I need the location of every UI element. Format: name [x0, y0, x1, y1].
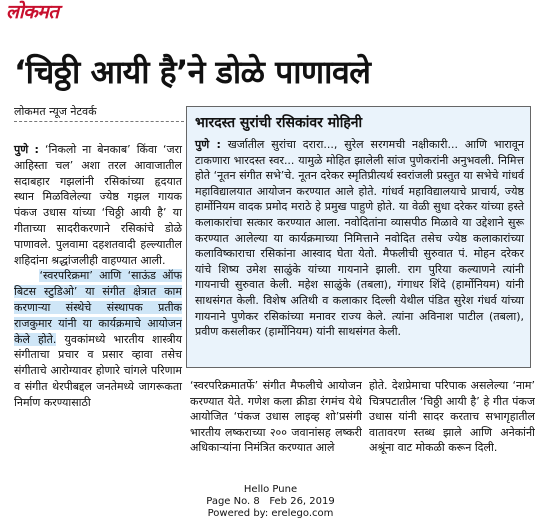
byline: लोकमत न्यूज नेटवर्क	[14, 105, 97, 118]
publication-date: Feb 26, 2019	[269, 496, 335, 507]
sidebar-story-text: खर्जातील सुरांचा दरारा..., सुरेल सरगमची नक्षीकारी... आणि भारावून टाकणारा भारदस्त स्वर... यामुळे मोहित झालेली सांज पुणेकरांनी अनुभवली. निमित्त होते ‘नूतन संगीत सभे’चे. नूतन दरेकर स्मृतिप्रीत्यर्थ स्वरांजली प्रस्तुत या सभेचे गांधर्व महाविद्यालयात आयोजन करण्यात आले होते. गांधर्व महाविद्यालयाचे प्राचार्य, ज्येष्ठ हार्मोनियम वादक प्रमोद मराठे हे प्रमुख पाहुणे होते. या वेळी सुधा दरेकर यांच्या हस्ते कलाकारांचा सत्कार करण्यात आला. नवोदितांना व्यासपीठ मिळावे या उद्देशाने सुरू करण्यात आलेल्या या कार्यक्रमाच्या निमित्ताने नवोदित तसेच ज्येष्ठ कलाकारांच्या कलाविष्काराचा रसिकांना आस्वाद घेता येतो. मैफलीची सुरुवात पं. मोहन दरेकर यांचे शिष्य उमेश साळुंके यांच्या गायनाने झाली. राग पुरिया कल्याणने त्यांनी गायनाची सुरुवात केली. महेश साळुंके (तबला), गंगाधर शिंदे (हार्मोनियम) यांनी साथसंगत केली. विशेष अतिथी व कलाकार दिल्ली येथील पंडित सुरेश गंधर्व यांच्या गायनाने पुणेकर रसिकांच्या मनावर राज्य केले. त्यांना अविनाश पाटील (तबला), प्रवीण कसलीकर (हार्मोनियम) यांनी साथसंगत केली.	[195, 138, 524, 339]
article-left-column	[14, 142, 182, 411]
page-footer	[0, 484, 541, 520]
powered-by: Powered by: erelego.com	[207, 508, 334, 519]
sidebar-story-body	[195, 137, 524, 340]
edition-name: Hello Pune	[243, 484, 298, 495]
byline-divider	[14, 121, 184, 122]
second-paragraph	[14, 268, 182, 410]
lead-text: ‘निकलो ना बेनकाब’ किंवा ‘जरा आहिस्ता चल’ अशा तरल आवाजातील सदाबहार गझलांनी रसिकांच्या हृदयात स्थान मिळविलेल्या ज्येष्ठ गझल गायक पंकज उधास यांच्या ‘चिठ्ठी आयी है’ या गीताच्या सादरीकरणाने रसिकांचे डोळे पाणावले. पुलवामा दहशतवादी हल्ल्यातील शहिदांना श्रद्धांजलीही वाहण्यात आली.	[14, 143, 182, 267]
lead-paragraph	[14, 142, 182, 268]
article-right-column: होते. देशप्रेमाचा परिपाक असलेल्या ‘नाम’ चित्रपटातील ‘चिठ्ठी आयी है’ हे गीत पंकज उधास यांनी सादर करताच सभागृहातील वातावरण स्तब्ध झाले आणि अनेकांनी अश्रूंना वाट मोकळी करून दिली.	[369, 379, 535, 455]
sidebar-story-title: भारदस्त सुरांची रसिकांवर मोहिनी	[195, 115, 363, 131]
sidebar-dateline: पुणे :	[195, 138, 221, 151]
page-info	[0, 496, 541, 508]
highlighted-text: ‘स्वरपरिक्रमा’ आणि ‘साऊंड ऑफ बिटस स्टुडिओ’ या संगीत क्षेत्रात काम करणाऱ्या संस्थेचे संस्थापक प्रतीक राजकुमार यांनी या कार्यक्रमाचे आयोजन केले होते.	[14, 269, 182, 346]
article-middle-column: ‘स्वरपरिक्रमातर्फे’ संगीत मैफलीचे आयोजन करण्यात येते. गणेश कला क्रीडा रंगमंच येथे आयोजित ‘पंकज उधास लाइव्ह शो’प्रसंगी भारतीय लष्कराच्या २०० जवानांसह लष्करी अधिकाऱ्यांना निमंत्रित करण्यात आले	[190, 379, 362, 455]
sidebar-story-box	[186, 106, 531, 368]
second-paragraph-text: युवकांमध्ये भारतीय शास्त्रीय संगीताचा प्रचार व प्रसार व्हावा तसेच संगीताचे आरोग्यावर होणारे चांगले परिणाम व संगीत थेरपीबद्दल जनतेमध्ये जागरूकता निर्माण करण्यासाठी	[14, 332, 183, 409]
lokmat-logo: लोकमत	[6, 1, 59, 23]
masthead	[6, 2, 59, 24]
headline: ‘चिठ्ठी आयी है’ने डोळे पाणावले	[14, 53, 371, 91]
dateline: पुणे :	[14, 143, 39, 156]
page-number: Page No. 8	[206, 496, 260, 507]
